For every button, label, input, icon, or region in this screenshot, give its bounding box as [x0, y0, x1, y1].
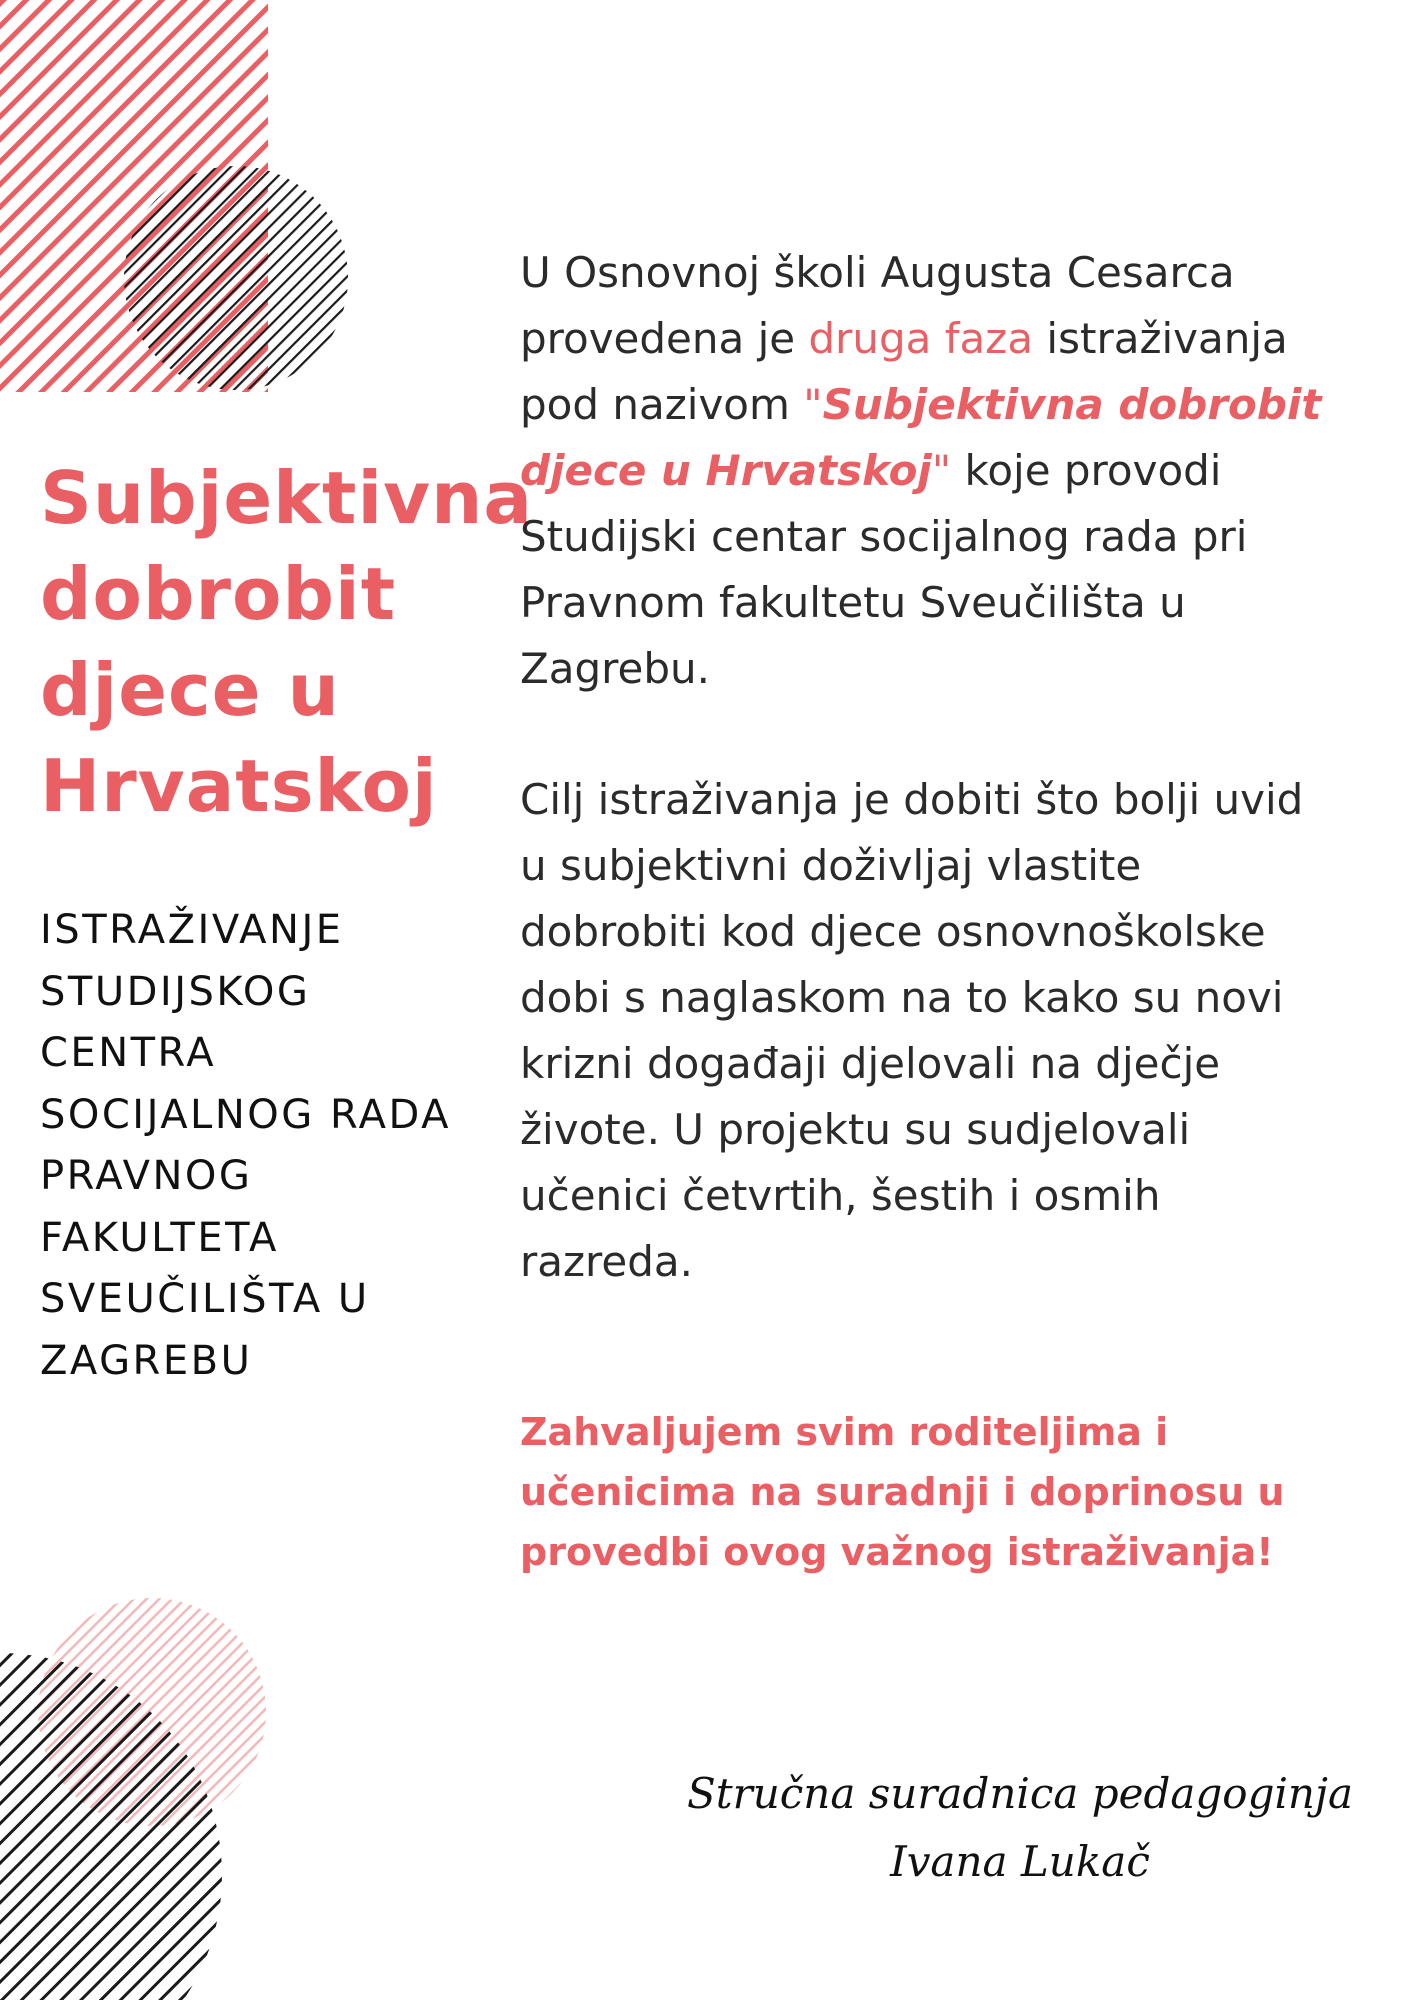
- signature-role: Stručna suradnica pedagoginja: [686, 1769, 1353, 1818]
- subtitle-line: PRAVNOG: [40, 1153, 253, 1199]
- thanks-line: učenicima na suradnji i doprinosu u: [520, 1470, 1285, 1514]
- subtitle-line: SVEUČILIŠTA U: [40, 1276, 370, 1322]
- intro-text: istraživanja: [1033, 314, 1288, 363]
- intro-line: [520, 306, 1400, 372]
- title-line: djece u: [40, 648, 340, 732]
- intro-line: [520, 372, 1400, 438]
- goal-line: razreda.: [520, 1237, 693, 1286]
- research-subtitle: [40, 900, 510, 1392]
- thanks-line: Zahvaljujem svim roditeljima i: [520, 1410, 1169, 1454]
- quote-mark: ": [931, 446, 952, 495]
- thanks-line: provedbi ovog važnog istraživanja!: [520, 1530, 1274, 1574]
- highlight-phase: druga faza: [808, 314, 1034, 363]
- intro-text: koje provodi: [951, 446, 1222, 495]
- goal-line: dobrobiti kod djece osnovnoškolske: [520, 907, 1266, 956]
- top-black-stripe-circle: [124, 166, 348, 390]
- intro-line: Pravnom fakultetu Sveučilišta u: [520, 578, 1186, 627]
- subtitle-line: CENTRA: [40, 1030, 217, 1076]
- title-line: Hrvatskoj: [40, 744, 438, 828]
- goal-line: živote. U projektu su sudjelovali: [520, 1105, 1191, 1154]
- goal-line: Cilj istraživanja je dobiti što bolji uvid: [520, 775, 1304, 824]
- subtitle-line: SOCIJALNOG RADA: [40, 1091, 451, 1138]
- intro-text: pod nazivom: [520, 380, 804, 429]
- title-line: Subjektivna: [40, 456, 533, 540]
- subtitle-line: FAKULTETA: [40, 1214, 279, 1261]
- thanks-message: [520, 1402, 1400, 1582]
- intro-line: Zagrebu.: [520, 644, 710, 693]
- goal-line: učenici četvrtih, šestih i osmih: [520, 1171, 1161, 1220]
- highlight-project-name: Subjektivna dobrobit: [822, 380, 1322, 429]
- goal-paragraph: [520, 767, 1400, 1295]
- subtitle-line: ISTRAŽIVANJE: [40, 907, 344, 953]
- intro-line: U Osnovnoj školi Augusta Cesarca: [520, 248, 1235, 297]
- signature-name: Ivana Lukač: [890, 1837, 1150, 1886]
- goal-line: u subjektivni doživljaj vlastite: [520, 841, 1142, 890]
- intro-paragraph: [520, 240, 1400, 702]
- intro-text: provedena je: [520, 314, 809, 363]
- goal-line: krizni događaji djelovali na dječje: [520, 1039, 1221, 1088]
- quote-mark: ": [803, 380, 823, 429]
- subtitle-line: ZAGREBU: [40, 1337, 253, 1384]
- signature: [640, 1760, 1400, 1896]
- intro-line: [520, 438, 1400, 504]
- title-line: dobrobit: [40, 552, 397, 636]
- intro-line: Studijski centar socijalnog rada pri: [520, 512, 1248, 561]
- highlight-project-name: djece u Hrvatskoj: [520, 446, 932, 495]
- page-title: [40, 450, 533, 834]
- subtitle-line: STUDIJSKOG: [40, 968, 311, 1015]
- goal-line: dobi s naglaskom na to kako su novi: [520, 973, 1284, 1022]
